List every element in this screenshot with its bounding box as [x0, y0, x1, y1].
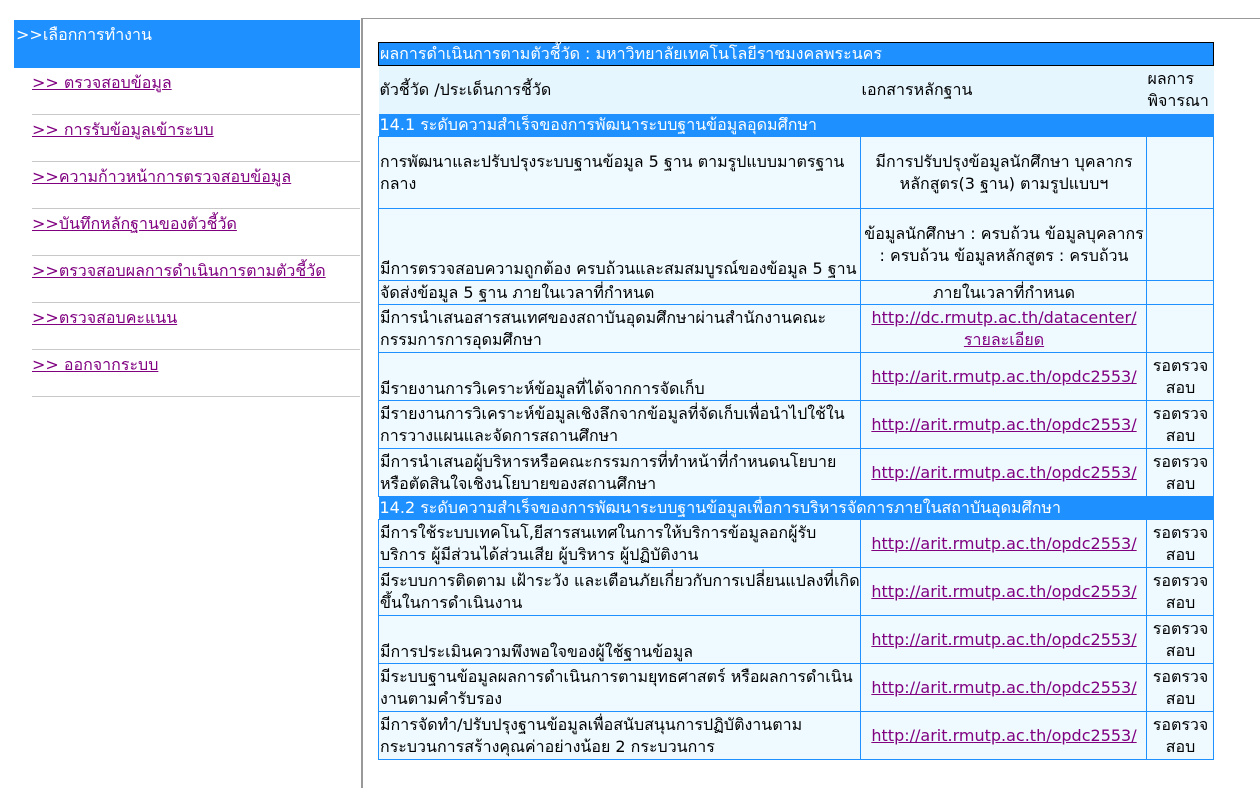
- table-header-row: [379, 66, 1214, 115]
- result-cell: รอตรวจสอบ: [1147, 353, 1214, 401]
- evidence-link[interactable]: http://arit.rmutp.ac.th/opdc2553/: [871, 677, 1137, 697]
- result-cell: [1147, 305, 1214, 353]
- table-row: [379, 449, 1214, 497]
- sidebar-link-check-results[interactable]: >>ตรวจสอบผลการดำเนินการตามตัวชี้วัด: [32, 261, 326, 280]
- table-row: [379, 353, 1214, 401]
- section-header-row: [379, 114, 1214, 137]
- table-row: [379, 401, 1214, 449]
- evidence-cell: [861, 401, 1147, 449]
- result-cell: รอตรวจสอบ: [1147, 664, 1214, 712]
- indicator-cell: มีระบบการติดตาม เฝ้าระวัง และเตือนภัยเกี่ยวกับการเปลี่ยนแปลงที่เกิดขึ้นในการดำเนินงาน: [379, 568, 861, 616]
- result-cell: รอตรวจสอบ: [1147, 568, 1214, 616]
- evidence-cell: มีการปรับปรุงข้อมูลนักศึกษา บุคลากร หลักสูตร(3 ฐาน) ตามรูปแบบฯ: [861, 137, 1147, 209]
- section-header-row: [379, 497, 1214, 520]
- table-row: [379, 281, 1214, 305]
- table-row: [379, 664, 1214, 712]
- evidence-cell: [861, 520, 1147, 568]
- top-divider: [361, 18, 1260, 19]
- sidebar-link-logout[interactable]: >> ออกจากระบบ: [32, 355, 159, 374]
- sidebar-item-check-progress: [32, 162, 360, 209]
- sidebar-link-check-data[interactable]: >> ตรวจสอบข้อมูล: [32, 73, 172, 92]
- result-cell: [1147, 281, 1214, 305]
- result-cell: รอตรวจสอบ: [1147, 616, 1214, 664]
- evidence-cell: [861, 568, 1147, 616]
- table-row: [379, 712, 1214, 760]
- evidence-cell: [861, 305, 1147, 353]
- sidebar-item-check-score: [32, 303, 360, 350]
- sidebar-item-logout: [32, 350, 360, 397]
- evidence-link[interactable]: http://arit.rmutp.ac.th/opdc2553/: [871, 725, 1137, 745]
- indicator-cell: มีการนำเสนอผู้บริหารหรือคณะกรรมการที่ทำหน้าที่กำหนดนโยบายหรือตัดสินใจเชิงนโยบายของสถานศึกษา: [379, 449, 861, 497]
- sidebar-link-record-evidence[interactable]: >>บันทึกหลักฐานของตัวชี้วัด: [32, 214, 237, 233]
- sidebar-item-record-evidence: [32, 209, 360, 256]
- table-title-row: [379, 43, 1214, 66]
- header-indicator: ตัวชี้วัด /ประเด็นการชี้วัด: [379, 66, 861, 115]
- indicator-cell: มีการตรวจสอบความถูกต้อง ครบถ้วนและสมสมบูรณ์ของข้อมูล 5 ฐาน: [379, 209, 861, 281]
- table-row: [379, 520, 1214, 568]
- evidence-cell: [861, 712, 1147, 760]
- sidebar-link-import-data[interactable]: >> การรับข้อมูลเข้าระบบ: [32, 120, 214, 139]
- evidence-cell: [861, 353, 1147, 401]
- result-cell: [1147, 137, 1214, 209]
- evidence-link[interactable]: http://arit.rmutp.ac.th/opdc2553/: [871, 366, 1137, 386]
- section-title: 14.1 ระดับความสำเร็จของการพัฒนาระบบฐานข้อมูลอุดมศึกษา: [379, 114, 1214, 137]
- table-row: [379, 305, 1214, 353]
- indicator-cell: มีการใช้ระบบเทคโนโ,ยีสารสนเทศในการให้บริการข้อมูลอกผู้รับบริการ ผู้มีส่วนได้ส่วนเสีย ผู้บริหาร ผู้ปฏิบัติงาน: [379, 520, 861, 568]
- indicator-cell: มีรายงานการวิเคราะห์ข้อมูลที่ได้จากการจัดเก็บ: [379, 353, 861, 401]
- indicator-cell: จัดส่งข้อมูล 5 ฐาน ภายในเวลาที่กำหนด: [379, 281, 861, 305]
- section-title: 14.2 ระดับความสำเร็จของการพัฒนาระบบฐานข้อมูลเพื่อการบริหารจัดการภายในสถาบันอุดมศึกษา: [379, 497, 1214, 520]
- evidence-cell: [861, 616, 1147, 664]
- evidence-cell: [861, 664, 1147, 712]
- indicator-cell: มีการประเมินความพึงพอใจของผู้ใช้ฐานข้อมูล: [379, 616, 861, 664]
- results-table: [378, 42, 1214, 760]
- evidence-link[interactable]: http://arit.rmutp.ac.th/opdc2553/: [871, 629, 1137, 649]
- result-cell: รอตรวจสอบ: [1147, 449, 1214, 497]
- sidebar-item-check-results: [32, 256, 360, 303]
- sidebar-item-import-data: [32, 115, 360, 162]
- sidebar: [14, 20, 360, 397]
- evidence-link[interactable]: http://arit.rmutp.ac.th/opdc2553/: [871, 462, 1137, 482]
- evidence-cell: [861, 449, 1147, 497]
- details-link[interactable]: รายละเอียด: [963, 329, 1045, 349]
- header-evidence: เอกสารหลักฐาน: [861, 66, 1147, 115]
- evidence-cell: ข้อมูลนักศึกษา : ครบถ้วน ข้อมูลบุคลากร : ครบถ้วน ข้อมูลหลักสูตร : ครบถ้วน: [861, 209, 1147, 281]
- header-result: ผลการพิจารณา: [1147, 66, 1214, 115]
- evidence-cell: ภายในเวลาที่กำหนด: [861, 281, 1147, 305]
- result-cell: [1147, 209, 1214, 281]
- result-cell: รอตรวจสอบ: [1147, 712, 1214, 760]
- indicator-cell: การพัฒนาและปรับปรุงระบบฐานข้อมูล 5 ฐาน ตามรูปแบบมาตรฐานกลาง: [379, 137, 861, 209]
- evidence-link[interactable]: http://arit.rmutp.ac.th/opdc2553/: [871, 414, 1137, 434]
- table-title: ผลการดำเนินการตามตัวชี้วัด : มหาวิทยาลัยเทคโนโลยีราชมงคลพระนคร: [379, 43, 1214, 66]
- table-row: [379, 568, 1214, 616]
- indicator-cell: มีระบบฐานข้อมูลผลการดำเนินการตามยุทธศาสตร์ หรือผลการดำเนินงานตามคำรับรอง: [379, 664, 861, 712]
- indicator-cell: มีรายงานการวิเคราะห์ข้อมูลเชิงลึกจากข้อมูลที่จัดเก็บเพื่อนำไปใช้ในการวางแผนและจัดการสถานศึกษา: [379, 401, 861, 449]
- sidebar-header: >>เลือกการทำงาน: [14, 20, 360, 68]
- evidence-link[interactable]: http://dc.rmutp.ac.th/datacenter/: [871, 307, 1137, 327]
- indicator-cell: มีการจัดทำ/ปรับปรุงฐานข้อมูลเพื่อสนับสนุนการปฏิบัติงานตามกระบวนการสร้างคุณค่าอย่างน้อย 2 กระบวนการ: [379, 712, 861, 760]
- evidence-link[interactable]: http://arit.rmutp.ac.th/opdc2553/: [871, 533, 1137, 553]
- sidebar-link-check-progress[interactable]: >>ความก้าวหน้าการตรวจสอบข้อมูล: [32, 167, 292, 186]
- table-row: [379, 616, 1214, 664]
- indicator-cell: มีการนำเสนอสารสนเทศของสถาบันอุดมศึกษาผ่านสำนักงานคณะกรรมการการอุดมศึกษา: [379, 305, 861, 353]
- table-row: [379, 137, 1214, 209]
- evidence-link[interactable]: http://arit.rmutp.ac.th/opdc2553/: [871, 581, 1137, 601]
- frame-divider: [361, 18, 363, 788]
- sidebar-menu: [32, 68, 360, 397]
- main-content: [378, 42, 1213, 760]
- result-cell: รอตรวจสอบ: [1147, 401, 1214, 449]
- sidebar-item-check-data: [32, 68, 360, 115]
- result-cell: รอตรวจสอบ: [1147, 520, 1214, 568]
- table-row: [379, 209, 1214, 281]
- sidebar-link-check-score[interactable]: >>ตรวจสอบคะแนน: [32, 308, 178, 327]
